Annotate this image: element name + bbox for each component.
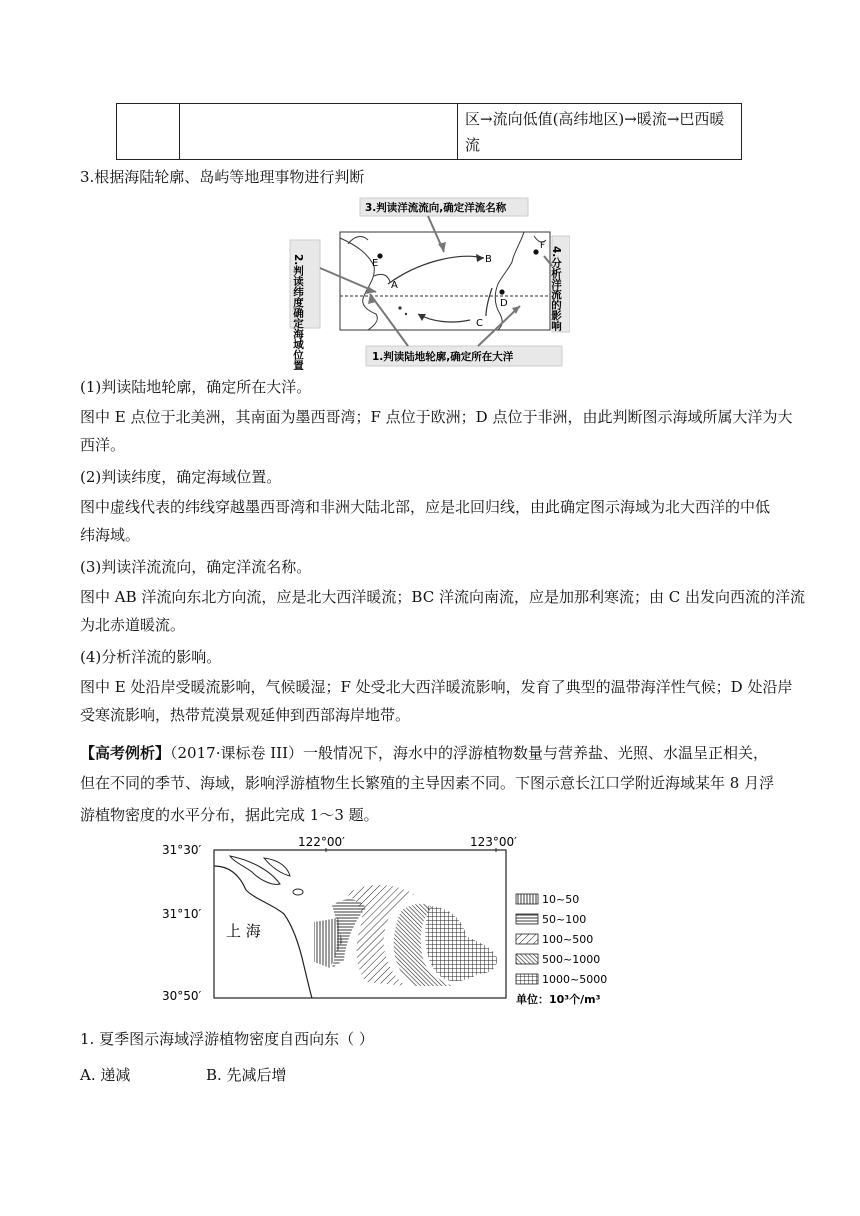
point-C-label: C <box>476 318 483 329</box>
exam-line1 <box>80 742 768 764</box>
lat-bottom-label: 30°50′ <box>162 989 202 1003</box>
fig1-left-label: 2.判读纬度确定海域位置 <box>292 254 304 371</box>
p4-body-line2: 受寒流影响，热带荒漠景观延伸到西部海岸地带。 <box>80 706 411 724</box>
exam-tag: 【高考例析】 <box>80 744 171 762</box>
point-D-label: D <box>500 298 508 309</box>
exam-line2: 但在不同的季节、海域，影响浮游植物生长繁殖的主导因素不同。下图示意长江口学附近海域某年 8 月浮 <box>80 774 775 792</box>
legend-item-3: 100~500 <box>542 933 594 946</box>
ocean-current-diagram <box>288 196 570 372</box>
table-fragment <box>116 103 742 160</box>
point-F-label: F <box>540 241 546 251</box>
fig1-bottom-label: 1.判读陆地轮廓,确定所在大洋 <box>372 351 514 363</box>
point-E-label: E <box>372 258 379 269</box>
lon-right-label: 123°00′ <box>470 836 517 849</box>
section-heading: 3.根据海陆轮廓、岛屿等地理事物进行判断 <box>80 168 365 186</box>
point-B-label: B <box>485 254 492 265</box>
table-cell-text: 区→流向低值(高纬地区)→暖流→巴西暖流 <box>465 110 725 154</box>
question-1-stem: 1. 夏季图示海域浮游植物密度自西向东（ ） <box>80 1030 374 1048</box>
table-divider <box>457 104 458 159</box>
legend-item-2: 50~100 <box>542 913 587 926</box>
p4-body-line1: 图中 E 处沿岸受暖流影响，气候暖湿；F 处受北大西洋暖流影响，发育了典型的温带海洋性气候；D 处沿岸 <box>80 678 793 696</box>
legend-item-5: 1000~5000 <box>542 973 608 986</box>
plankton-density-map <box>160 836 620 1016</box>
lat-mid-label: 31°10′ <box>162 907 202 921</box>
fig1-right-label: 4.分析洋流的影响 <box>550 246 562 331</box>
p3-heading: (3)判读洋流流向，确定洋流名称。 <box>80 558 312 576</box>
p3-body-line2: 为北赤道暖流。 <box>80 616 186 634</box>
exam-line1-text: （2017·课标卷 III）一般情况下，海水中的浮游植物数量与营养盐、光照、水温呈正相关， <box>170 744 769 762</box>
exam-line3: 游植物密度的水平分布，据此完成 1～3 题。 <box>80 806 379 824</box>
p1-heading: (1)判读陆地轮廓，确定所在大洋。 <box>80 378 312 396</box>
p1-body-line2: 西洋。 <box>80 436 126 454</box>
legend-item-1: 10~50 <box>542 893 580 906</box>
lon-left-label: 122°00′ <box>298 836 345 849</box>
p1-body-line1: 图中 E 点位于北美洲，其南面为墨西哥湾；F 点位于欧洲；D 点位于非洲，由此判断图示海域所属大洋为大 <box>80 408 793 426</box>
point-A-label: A <box>391 280 398 291</box>
lat-top-label: 31°30′ <box>162 843 202 857</box>
legend-item-4: 500~1000 <box>542 953 601 966</box>
shanghai-label: 上 海 <box>226 922 261 940</box>
question-1-option-a: A. 递减 <box>80 1066 131 1084</box>
density-legend <box>516 893 607 1006</box>
p2-heading: (2)判读纬度，确定海域位置。 <box>80 468 282 486</box>
p4-heading: (4)分析洋流的影响。 <box>80 648 222 666</box>
question-1-option-b: B. 先减后增 <box>206 1066 287 1084</box>
p3-body-line1: 图中 AB 洋流向东北方向流，应是北大西洋暖流；BC 洋流向南流，应是加那利寒流；由 C 出发向西流的洋流 <box>80 588 805 606</box>
table-divider <box>179 104 180 159</box>
legend-unit: 单位：10³个/m³ <box>516 993 601 1006</box>
p2-body-line1: 图中虚线代表的纬线穿越墨西哥湾和非洲大陆北部，应是北回归线，由此确定图示海域为北大西洋的中低 <box>80 498 771 516</box>
fig1-top-label: 3.判读洋流流向,确定洋流名称 <box>365 202 507 214</box>
p2-body-line2: 纬海域。 <box>80 526 141 544</box>
